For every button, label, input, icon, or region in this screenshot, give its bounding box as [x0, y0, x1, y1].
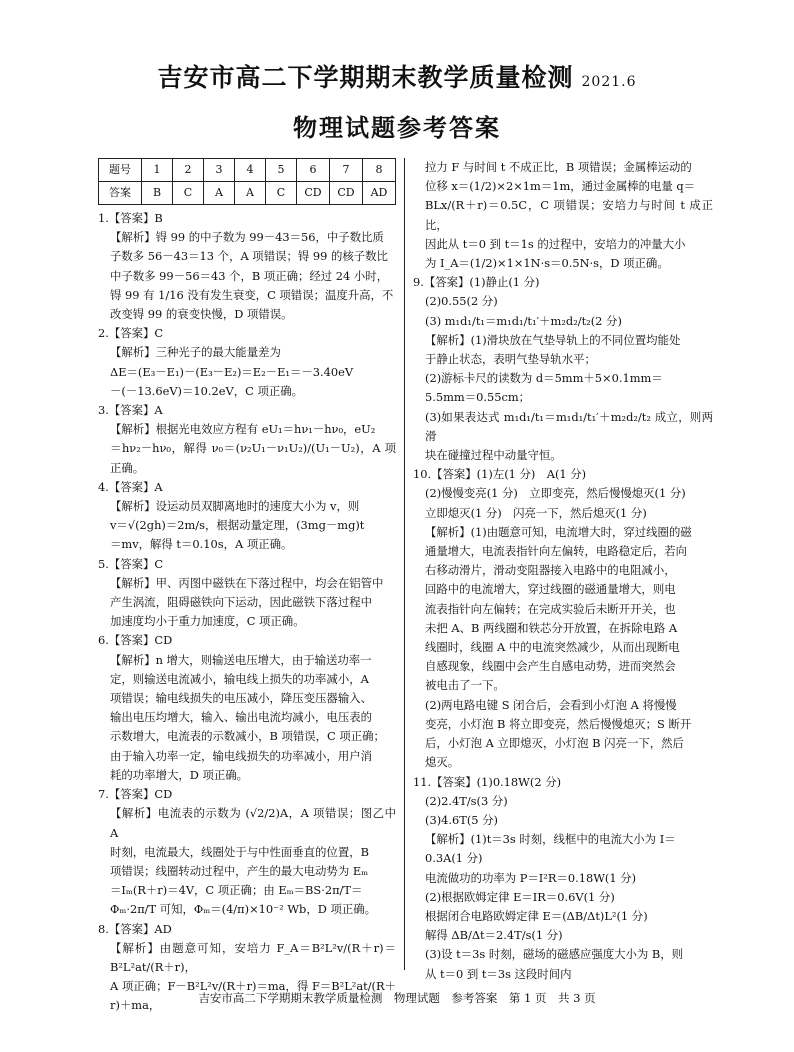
answer-line: 右移动滑片，滑动变阻器接入电路中的电阻减小， — [425, 563, 676, 578]
table-cell-answer: AD — [363, 182, 396, 205]
answer-line: ΔE＝(E₃－E₁)－(E₃－E₂)＝E₂－E₁＝－3.40eV — [110, 364, 354, 379]
answer-line: (2)慢慢变亮(1 分) 立即变亮，然后慢慢熄灭(1 分) — [425, 486, 686, 501]
answer-line: (3)如果表达式 m₁d₁/t₁＝m₁d₁/t₁′＋m₂d₂/t₂ 成立，则两滑 — [425, 409, 713, 443]
answer-line: 加速度均小于重力加速度，C 项正确。 — [110, 614, 305, 629]
right-column — [413, 158, 713, 984]
answer-line: 【解析】电流表的示数为 (√2/2)A，A 项错误；图乙中 A — [110, 806, 396, 840]
answer-line: v＝√(2gh)＝2m/s，根据动量定理，(3mg－mg)t — [110, 518, 365, 533]
answer-line: Φₘ·2π/T 可知，Φₘ＝(4/π)×10⁻² Wb，D 项正确。 — [110, 902, 377, 917]
answer-line: 7.【答案】CD — [98, 787, 173, 802]
answer-line: 【解析】(1)t＝3s 时刻，线框中的电流大小为 I＝ — [425, 832, 676, 847]
answer-line: ＝Iₘ(R＋r)＝4V，C 项正确；由 Eₘ＝BS·2π/T＝ — [110, 883, 363, 898]
table-header-label: 答案 — [99, 182, 142, 205]
answer-line: 线圈时，线圈 A 中的电流突然减少，从而出现断电 — [425, 640, 680, 655]
answer-line: 自感现象，线圈中会产生自感电动势，进而突然会 — [425, 659, 676, 674]
answer-line: (2)两电路电键 S 闭合后，会看到小灯泡 A 将慢慢 — [425, 697, 677, 712]
table-cell-number: 2 — [173, 159, 204, 182]
table-cell-number: 6 — [297, 159, 330, 182]
answer-line: 回路中的电流增大，穿过线圈的磁通量增大，则电 — [425, 582, 676, 597]
answer-line: 11.【答案】(1)0.18W(2 分) — [413, 774, 562, 789]
answer-line: 项错误；输电线损失的电压减小，降压变压器输入、 — [110, 691, 372, 706]
answer-line: 为 I_A＝(1/2)×1×1N·s＝0.5N·s，D 项正确。 — [425, 256, 669, 271]
table-cell-number: 7 — [330, 159, 363, 182]
answer-line: 改变锝 99 的衰变快慢，D 项错误。 — [110, 307, 293, 322]
answer-line: 5.5mm＝0.55cm； — [425, 390, 531, 405]
answer-line: (2)2.4T/s(3 分) — [425, 793, 508, 808]
answer-line: 定，则输送电流减小，输电线上损失的功率减小，A — [110, 671, 369, 686]
answer-line: A 项正确；F－B²L²v/(R＋r)＝ma，得 F＝B²L²at/(R＋r)＋ma， — [110, 979, 396, 1013]
left-answer-text — [98, 209, 396, 1016]
answer-line: 立即熄灭(1 分) 闪亮一下，然后熄灭(1 分) — [425, 505, 647, 520]
answer-line: 【解析】设运动员双脚离地时的速度大小为 v，则 — [110, 499, 360, 514]
answer-line: 块在碰撞过程中动量守恒。 — [425, 448, 562, 463]
answer-line: 位移 x＝(1/2)×2×1m＝1m，通过金属棒的电量 q＝ — [425, 179, 696, 194]
table-cell-number: 5 — [266, 159, 297, 182]
answer-line: (3) m₁d₁/t₁＝m₁d₁/t₁′＋m₂d₂/t₂(2 分) — [425, 313, 622, 328]
answer-line: 6.【答案】CD — [98, 633, 173, 648]
answer-line: 【解析】根据光电效应方程有 eU₁＝hν₁－hν₀，eU₂ — [110, 422, 376, 437]
table-cell-answer: A — [204, 182, 235, 205]
page-footer: 吉安市高二下学期期末教学质量检测 物理试题 参考答案 第 1 页 共 3 页 — [198, 991, 596, 1005]
answer-line: 4.【答案】A — [98, 479, 163, 494]
answer-line: BLx/(R＋r)＝0.5C，C 项错误；安培力与时间 t 成正比， — [425, 198, 713, 232]
answer-line: (3)4.6T(5 分) — [425, 812, 498, 827]
answer-table-row-answers — [99, 182, 396, 205]
answer-line: (3)设 t＝3s 时刻，磁场的磁感应强度大小为 B，则 — [425, 947, 684, 962]
answer-line: 0.3A(1 分) — [425, 851, 483, 866]
answer-line: 拉力 F 与时间 t 不成正比，B 项错误；金属棒运动的 — [425, 160, 692, 174]
answer-line: 9.【答案】(1)静止(1 分) — [413, 275, 540, 290]
page-subtitle: 物理试题参考答案 — [293, 113, 501, 142]
answer-line: 被电击了一下。 — [425, 678, 505, 693]
answer-line: 子数多 56－43＝13 个，A 项错误；锝 99 的核子数比 — [110, 249, 388, 264]
answer-line: 时刻，电流最大，线圈处于与中性面垂直的位置，B — [110, 844, 369, 859]
answer-line: 3.【答案】A — [98, 403, 163, 418]
page-title — [0, 58, 794, 94]
answer-line: 电流做功的功率为 P＝I²R＝0.18W(1 分) — [425, 870, 637, 885]
answer-line: 【解析】锝 99 的中子数为 99－43＝56，中子数比质 — [110, 230, 384, 245]
table-cell-number: 8 — [363, 159, 396, 182]
answer-line: ＝hν₂－hν₀，解得 ν₀＝(ν₂U₁－ν₁U₂)/(U₁－U₂)，A 项正确。 — [110, 441, 396, 475]
answer-line: 【解析】(1)滑块放在气垫导轨上的不同位置均能处 — [425, 332, 681, 347]
table-cell-number: 1 — [142, 159, 173, 182]
column-divider — [404, 158, 405, 970]
table-cell-answer: CD — [330, 182, 363, 205]
answer-line: 于静止状态，表明气垫导轨水平； — [425, 352, 596, 367]
answer-line: 通量增大，电流表指针向左偏转，电路稳定后，若向 — [425, 544, 687, 559]
answer-line: ＝mv，解得 t＝0.10s，A 项正确。 — [110, 537, 293, 552]
answer-line: 根据闭合电路欧姆定律 E＝(ΔB/Δt)L²(1 分) — [425, 908, 648, 923]
answer-line: 【解析】由题意可知，安培力 F_A＝B²L²v/(R＋r)＝B²L²at/(R＋r)， — [110, 940, 396, 974]
answer-line: 解得 ΔB/Δt＝2.4T/s(1 分) — [425, 928, 563, 943]
table-cell-number: 4 — [235, 159, 266, 182]
answer-line: 锝 99 有 1/16 没有发生衰变，C 项错误；温度升高，不 — [110, 287, 394, 302]
answer-line: 8.【答案】AD — [98, 921, 172, 936]
answer-line: (2)根据欧姆定律 E＝IR＝0.6V(1 分) — [425, 889, 615, 904]
table-cell-number: 3 — [204, 159, 235, 182]
table-cell-answer: C — [266, 182, 297, 205]
answer-line: 【解析】(1)由题意可知，电流增大时，穿过线圈的磁 — [425, 524, 692, 539]
answer-line: 耗的功率增大，D 项正确。 — [110, 767, 249, 782]
answer-line: 因此从 t＝0 到 t＝1s 的过程中，安培力的冲量大小 — [425, 236, 686, 251]
answer-line: 【解析】三种光子的最大能量差为 — [110, 345, 281, 360]
answer-line: 2.【答案】C — [98, 326, 164, 341]
table-cell-answer: CD — [297, 182, 330, 205]
answer-line: 示数增大，电流表的示数减小，B 项错误，C 项正确； — [110, 729, 385, 744]
answer-line: 10.【答案】(1)左(1 分) A(1 分) — [413, 467, 587, 482]
answer-line: －(－13.6eV)＝10.2eV，C 项正确。 — [110, 383, 304, 398]
title-text: 吉安市高二下学期期末教学质量检测 — [157, 63, 574, 92]
right-answer-text — [413, 158, 713, 984]
answer-line: 输出电压均增大，输入、输出电流均减小，电压表的 — [110, 710, 372, 725]
answer-line: 项错误；线圈转动过程中，产生的最大电动势为 Eₘ — [110, 863, 369, 878]
answer-line: 5.【答案】C — [98, 556, 164, 571]
answer-line: 后，小灯泡 A 立即熄灭，小灯泡 B 闪亮一下，然后 — [425, 736, 684, 751]
table-header-label: 题号 — [99, 159, 142, 182]
answer-line: 由于输入功率一定，输电线损失的功率减小，用户消 — [110, 748, 372, 763]
left-column — [98, 158, 396, 1016]
answer-line: 熄灭。 — [425, 755, 460, 770]
answer-line: 中子数多 99－56＝43 个，B 项正确；经过 24 小时， — [110, 268, 389, 283]
answer-line: (2)0.55(2 分) — [425, 294, 498, 309]
table-cell-answer: B — [142, 182, 173, 205]
answer-table-row-numbers — [99, 159, 396, 182]
answer-line: 从 t＝0 到 t＝3s 这段时间内 — [425, 966, 572, 981]
table-cell-answer: A — [235, 182, 266, 205]
table-cell-answer: C — [173, 182, 204, 205]
title-year: 2021.6 — [581, 74, 637, 90]
answer-line: 产生涡流，阻碍磁铁向下运动，因此磁铁下落过程中 — [110, 595, 372, 610]
answer-line: 变亮，小灯泡 B 将立即变亮，然后慢慢熄灭；S 断开 — [425, 716, 692, 731]
answer-line: 流表指针向左偏转；在完成实验后未断开开关，也 — [425, 601, 676, 616]
answer-line: 【解析】n 增大，则输送电压增大，由于输送功率一 — [110, 652, 372, 667]
answer-line: 【解析】甲、丙图中磁铁在下落过程中，均会在铝管中 — [110, 575, 384, 590]
answer-line: 1.【答案】B — [98, 211, 163, 225]
answer-line: 未把 A、B 两线圈和铁芯分开放置，在拆除电路 A — [425, 620, 678, 635]
answer-line: (2)游标卡尺的读数为 d＝5mm＋5×0.1mm＝ — [425, 371, 663, 386]
answer-table — [98, 158, 396, 205]
